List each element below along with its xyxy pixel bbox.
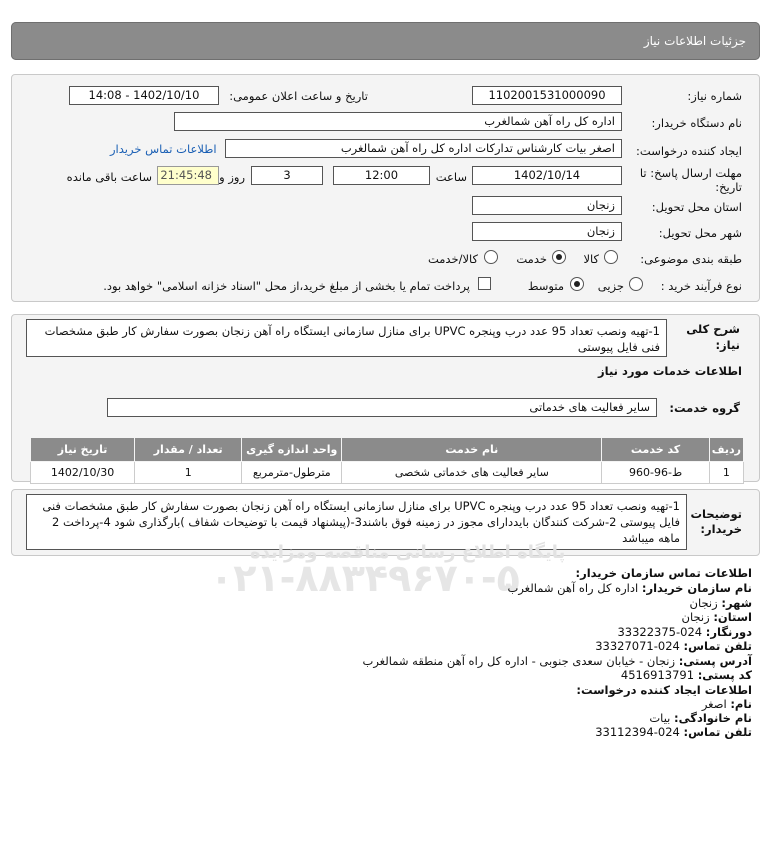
process-small-label: جزیی xyxy=(597,279,624,293)
services-table-header xyxy=(31,438,744,462)
service-group-label: گروه خدمت: xyxy=(669,401,740,415)
buyer-contact-province: استان: زنجان xyxy=(681,610,752,624)
buyer-contact-phone: تلفن تماس: 024-33327071 xyxy=(595,639,752,653)
col-qty: تعداد / مقدار xyxy=(135,438,242,462)
category-goods-label: کالا xyxy=(583,252,599,266)
creator-field[interactable]: اصغر بیات کارشناس تدارکات اداره کل راه آهن شمالغرب xyxy=(225,139,622,158)
deadline-label-date: تاریخ: xyxy=(715,180,742,194)
creator-label: ایجاد کننده درخواست: xyxy=(636,144,742,158)
page-title: جزئیات اطلاعات نیاز xyxy=(643,34,746,48)
buyer-contact-link[interactable]: اطلاعات تماس خریدار xyxy=(110,142,217,156)
watermark-text: پایگاه اطلاع رسانی مناقصه ومزایده xyxy=(250,542,566,563)
remaining-time-label: ساعت باقی مانده xyxy=(66,170,152,184)
need-number-label: شماره نیاز: xyxy=(687,89,742,103)
cell-row: 1 xyxy=(709,462,743,484)
announce-field[interactable]: 1402/10/10 - 14:08 xyxy=(69,86,219,105)
cell-name: سایر فعالیت های خدماتی شخصی xyxy=(342,462,602,484)
deadline-time-label: ساعت xyxy=(435,170,467,184)
buyer-contact-title: اطلاعات تماس سازمان خریدار: xyxy=(575,566,752,580)
province-field[interactable]: زنجان xyxy=(472,196,622,215)
cell-qty: 1 xyxy=(135,462,242,484)
deadline-label: مهلت ارسال پاسخ: تا xyxy=(639,166,742,180)
days-label: روز و xyxy=(219,170,245,184)
province-label: استان محل تحویل: xyxy=(651,200,742,214)
col-row: ردیف xyxy=(709,438,743,462)
buyer-contact-city: شهر: زنجان xyxy=(689,596,752,610)
buyer-notes-label: توضیحات xyxy=(690,507,742,521)
buyer-notes-text: 1-تهیه ونصب تعداد 95 عدد درب وپنجره UPVC برای منازل سازمانی ایستگاه راه آهن زنجان بصورت سفارش کار طبق مشخصات فنی فایل پیوستی 2-شرکت کنندگان بایددارای مجوز در زمینه فوق باشند3-(پیشنهاد قیمت با توضیحات شفاف )بارگذاری شود 4-پرداخت 2 ماهه میباشد xyxy=(26,494,687,550)
cell-code: ط-96-960 xyxy=(602,462,709,484)
creator-contact-title: اطلاعات ایجاد کننده درخواست: xyxy=(576,683,752,697)
category-service-label: خدمت xyxy=(516,252,547,266)
col-name: نام خدمت xyxy=(342,438,602,462)
cell-unit: مترطول-مترمربع xyxy=(242,462,342,484)
category-label: طبقه بندی موضوعی: xyxy=(640,252,742,266)
buyer-contact-address: آدرس پستی: زنجان - خیابان سعدی جنوبی - اداره کل راه آهن منطقه شمالغرب xyxy=(362,654,752,668)
need-info-panel xyxy=(11,74,760,302)
category-goods-radio[interactable] xyxy=(604,250,618,264)
need-number-field[interactable]: 1102001531000090 xyxy=(472,86,622,105)
deadline-date-field[interactable]: 1402/10/14 xyxy=(472,166,622,185)
col-date: تاریخ نیاز xyxy=(31,438,135,462)
creator-contact-family: نام خانوادگی: بیات xyxy=(649,711,752,725)
category-goods-service-radio[interactable] xyxy=(484,250,498,264)
page-header xyxy=(11,22,760,60)
treasury-note: پرداخت تمام یا بخشی از مبلغ خرید،از محل "اسناد خزانه اسلامی" خواهد بود. xyxy=(103,279,470,293)
services-table xyxy=(30,437,744,484)
col-code: کد خدمت xyxy=(602,438,709,462)
announce-label: تاریخ و ساعت اعلان عمومی: xyxy=(229,89,368,103)
process-small-radio[interactable] xyxy=(629,277,643,291)
creator-contact-name: نام: اصغر xyxy=(701,697,752,711)
services-section-title: اطلاعات خدمات مورد نیاز xyxy=(598,364,742,378)
treasury-checkbox[interactable] xyxy=(478,277,491,290)
summary-label-2: نیاز: xyxy=(715,338,740,352)
days-field[interactable]: 3 xyxy=(251,166,323,185)
table-row xyxy=(31,462,744,484)
cell-date: 1402/10/30 xyxy=(31,462,135,484)
buyer-contact-postal: کد پستی: 4516913791 xyxy=(620,668,752,682)
col-unit: واحد اندازه گیری xyxy=(242,438,342,462)
process-medium-label: متوسط xyxy=(527,279,564,293)
service-group-field[interactable]: سایر فعالیت های خدماتی xyxy=(107,398,657,417)
process-label: نوع فرآیند خرید : xyxy=(660,279,742,293)
watermark-phone: ۰۲۱-۸۸۳۴۹۶۷۰-۵ xyxy=(210,556,520,600)
city-field[interactable]: زنجان xyxy=(472,222,622,241)
creator-contact-phone: تلفن تماس: 024-33112394 xyxy=(595,725,752,739)
category-service-radio[interactable] xyxy=(552,250,566,264)
process-medium-radio[interactable] xyxy=(570,277,584,291)
remaining-time-field: 21:45:48 xyxy=(157,166,219,185)
deadline-time-field[interactable]: 12:00 xyxy=(333,166,430,185)
buyer-contact-fax: دورنگار: 024-33322375 xyxy=(617,625,752,639)
summary-label: شرح کلی xyxy=(686,322,740,336)
city-label: شهر محل تحویل: xyxy=(658,226,742,240)
buyer-org-label: نام دستگاه خریدار: xyxy=(651,116,742,130)
buyer-org-field[interactable]: اداره کل راه آهن شمالغرب xyxy=(174,112,622,131)
category-goods-service-label: کالا/خدمت xyxy=(427,252,478,266)
buyer-contact-org: نام سازمان خریدار: اداره کل راه آهن شمالغرب xyxy=(507,581,752,595)
buyer-notes-label-2: خریدار: xyxy=(700,522,742,536)
summary-text: 1-تهیه ونصب تعداد 95 عدد درب وپنجره UPVC برای منازل سازمانی ایستگاه راه آهن زنجان بصورت سفارش کار طبق مشخصات فنی فایل پیوستی xyxy=(26,319,667,357)
